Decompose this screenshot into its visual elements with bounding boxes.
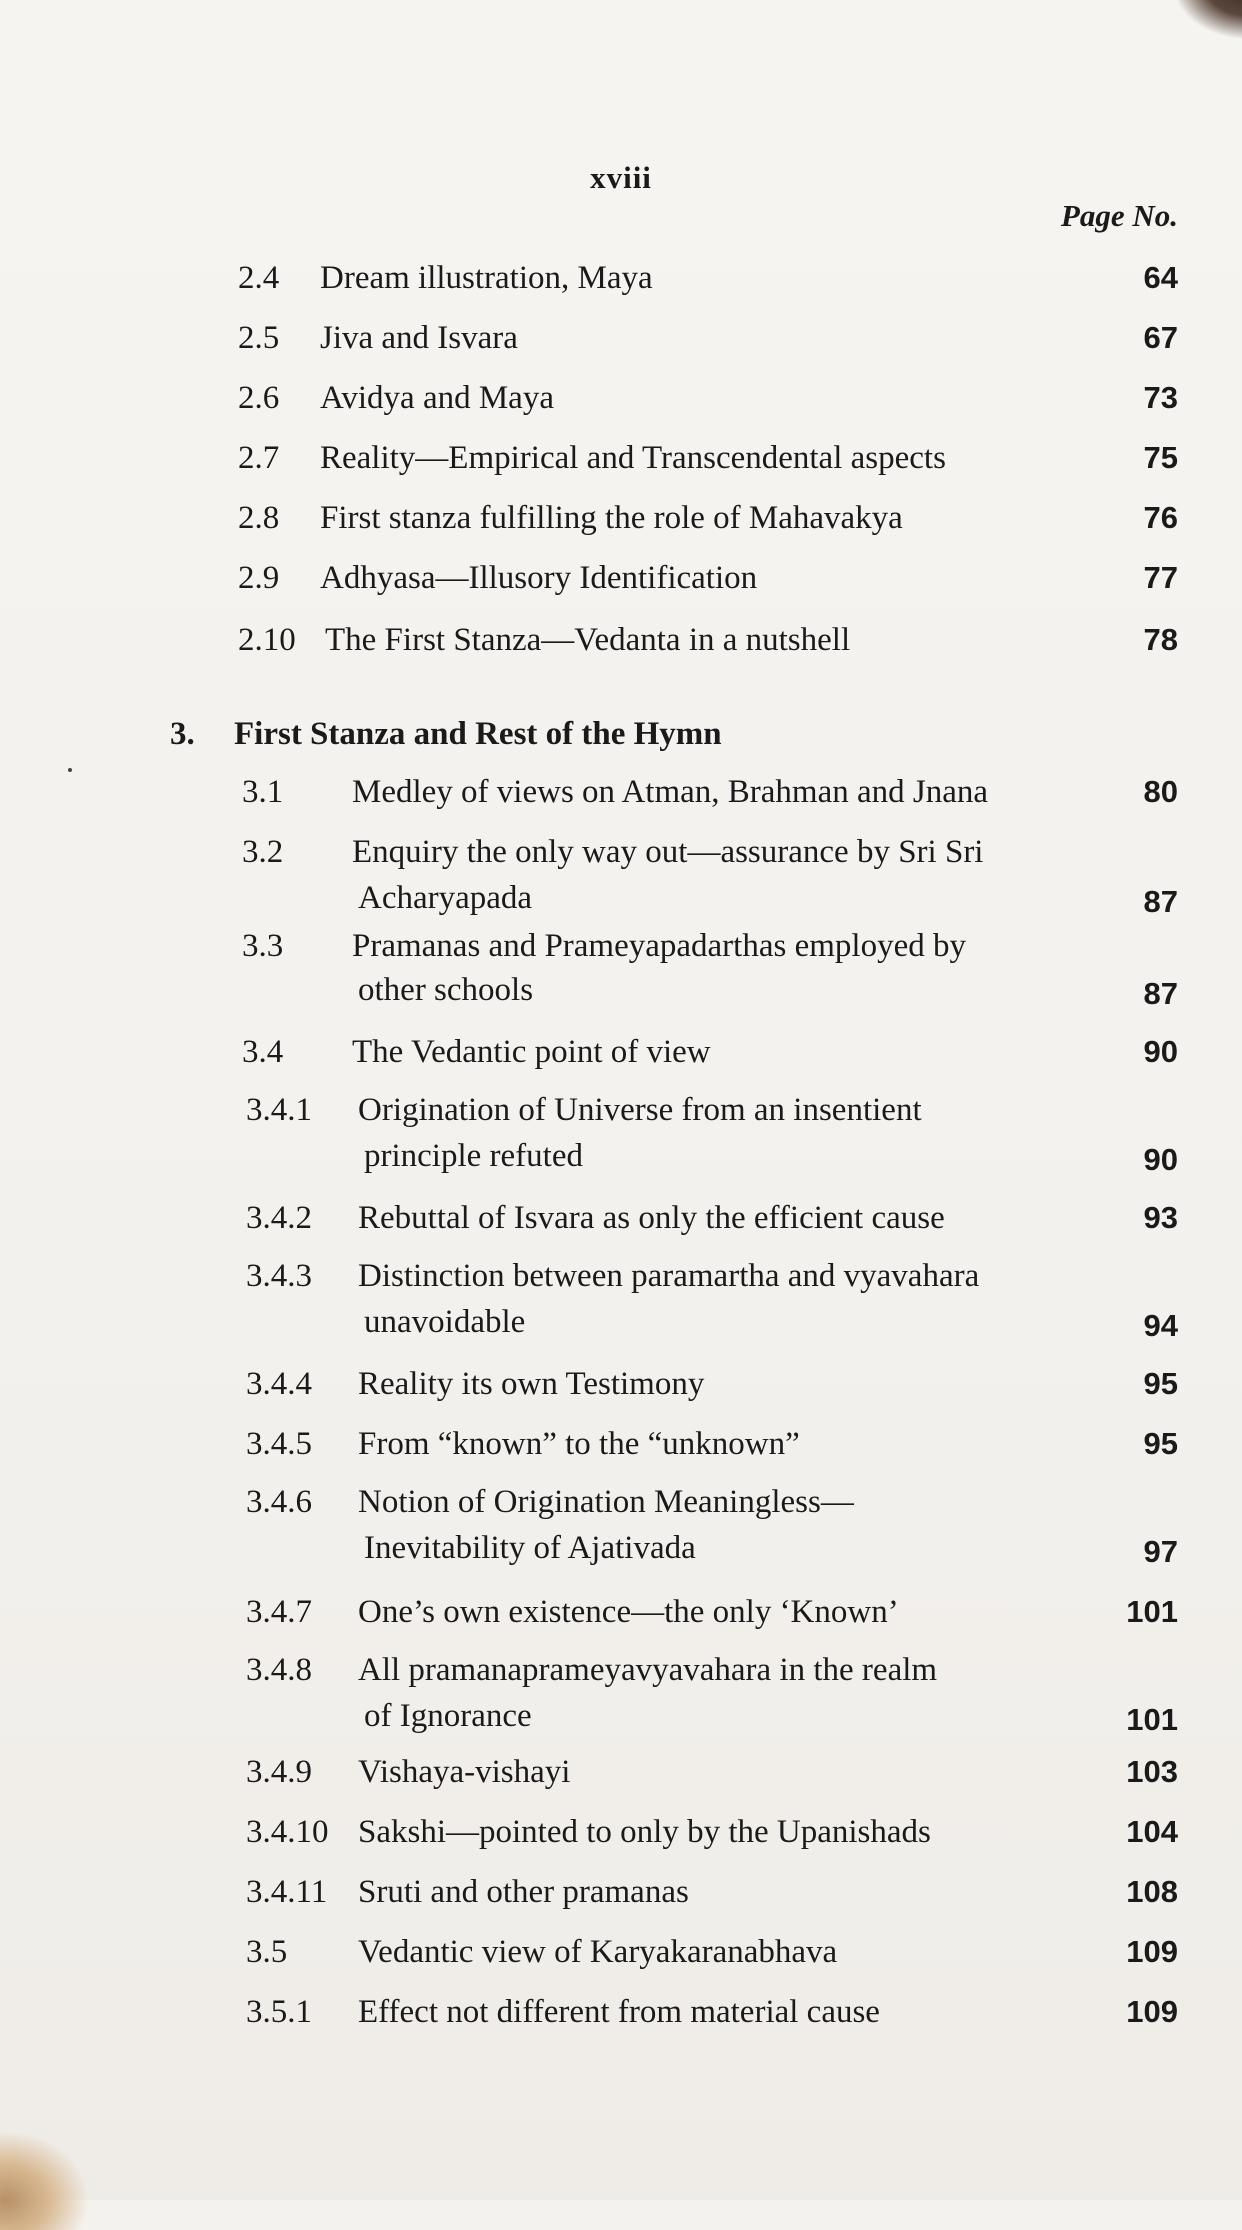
entry-title: Vedantic view of Karyakaranabhava: [358, 1934, 838, 1970]
entry-page-number: 95: [1143, 1426, 1178, 1461]
toc-entry: [0, 1196, 1242, 1240]
entry-page-number: 67: [1143, 320, 1178, 355]
entry-title: Avidya and Maya: [320, 380, 554, 416]
entry-page-number: 101: [1126, 1594, 1178, 1629]
entry-number: 3.4.11: [246, 1874, 328, 1910]
entry-number: 3.4.6: [246, 1484, 312, 1520]
entry-page-number: 108: [1126, 1874, 1178, 1909]
entry-title-continued: other schools: [358, 972, 534, 1008]
toc-entry: [0, 1930, 1242, 1974]
toc-entry: [0, 436, 1242, 480]
toc-entry: [0, 1422, 1242, 1466]
entry-page-number: 87: [1143, 884, 1178, 919]
toc-entry: [0, 496, 1242, 540]
entry-page-number: 73: [1143, 380, 1178, 415]
entry-title-continued: Inevitability of Ajativada: [364, 1530, 696, 1566]
entry-page-number: 90: [1143, 1034, 1178, 1069]
entry-page-number: 77: [1143, 560, 1178, 595]
entry-page-number: 94: [1143, 1308, 1178, 1343]
entry-title: Effect not different from material cause: [358, 1994, 880, 2030]
entry-title: One’s own existence—the only ‘Known’: [358, 1594, 899, 1630]
entry-title: First stanza fulfilling the role of Mahavakya: [320, 500, 903, 536]
toc-entry: [0, 1480, 1242, 1569]
toc-entry: [0, 618, 1242, 662]
entry-title: All pramanaprameyavyavahara in the realm: [358, 1652, 938, 1688]
toc-entry: [0, 1648, 1242, 1737]
entry-title: The First Stanza—Vedanta in a nutshell: [325, 622, 851, 658]
entry-title: Pramanas and Prameyapadarthas employed by: [352, 928, 966, 964]
entry-number: 3.4.5: [246, 1426, 312, 1462]
entry-number: 3.1: [242, 774, 284, 810]
toc-entry: [0, 1030, 1242, 1074]
entry-title: Adhyasa—Illusory Identification: [320, 560, 758, 596]
entry-title: Sruti and other pramanas: [358, 1874, 689, 1910]
entry-title: Rebuttal of Isvara as only the efficient cause: [358, 1200, 945, 1236]
entry-page-number: 109: [1126, 1934, 1178, 1969]
entry-number: 2.7: [238, 440, 280, 476]
entry-title: Distinction between paramartha and vyavahara: [358, 1258, 980, 1294]
toc-entry: [0, 1750, 1242, 1794]
page-corner-shadow: [1172, 0, 1242, 40]
entry-title: The Vedantic point of view: [352, 1034, 711, 1070]
toc-entry: [0, 1870, 1242, 1914]
entry-title-continued: principle refuted: [364, 1138, 583, 1174]
entry-number: 2.9: [238, 560, 280, 596]
toc-entry: [0, 316, 1242, 360]
entry-page-number: 104: [1126, 1814, 1178, 1849]
entry-title: Vishaya-vishayi: [358, 1754, 571, 1790]
entry-title: Reality its own Testimony: [358, 1366, 705, 1402]
toc-entry: [0, 1088, 1242, 1177]
entry-page-number: 78: [1143, 622, 1178, 657]
entry-page-number: 101: [1126, 1702, 1178, 1737]
entry-title: Enquiry the only way out—assurance by Sri Sri: [352, 834, 984, 870]
entry-title: From “known” to the “unknown”: [358, 1426, 800, 1462]
entry-title-continued: of Ignorance: [364, 1698, 532, 1734]
toc-entry: [0, 1810, 1242, 1854]
entry-title: Origination of Universe from an insentient: [358, 1092, 922, 1128]
entry-number: 3.4.2: [246, 1200, 312, 1236]
thumb-shadow: [0, 2130, 90, 2230]
entry-number: 3.2: [242, 834, 284, 870]
entry-number: 3.4.8: [246, 1652, 312, 1688]
toc-entry: [0, 1362, 1242, 1406]
toc-entry: [0, 1990, 1242, 2034]
entry-number: 3.5: [246, 1934, 288, 1970]
entry-number: 3.4.7: [246, 1594, 312, 1630]
toc-entry: [0, 376, 1242, 420]
entry-page-number: 109: [1126, 1994, 1178, 2029]
chapter-title: First Stanza and Rest of the Hymn: [234, 716, 722, 752]
entry-number: 2.4: [238, 260, 280, 296]
entry-page-number: 76: [1143, 500, 1178, 535]
entry-page-number: 80: [1143, 774, 1178, 809]
entry-page-number: 93: [1143, 1200, 1178, 1235]
entry-number: 3.4.1: [246, 1092, 312, 1128]
entry-number: 2.6: [238, 380, 280, 416]
entry-title: Reality—Empirical and Transcendental aspects: [320, 440, 946, 476]
roman-page-number: xviii: [590, 160, 652, 195]
entry-page-number: 87: [1143, 976, 1178, 1011]
entry-title: Jiva and Isvara: [320, 320, 518, 356]
entry-number: 2.5: [238, 320, 280, 356]
entry-page-number: 97: [1143, 1534, 1178, 1569]
entry-number: 2.10: [238, 622, 296, 658]
entry-title: Medley of views on Atman, Brahman and Jnana: [352, 774, 989, 810]
entry-number: 3.4: [242, 1034, 284, 1070]
entry-title-continued: unavoidable: [364, 1304, 526, 1340]
page-no-column-label: Page No.: [1060, 198, 1178, 233]
entry-title-continued: Acharyapada: [358, 880, 533, 916]
entry-title: Dream illustration, Maya: [320, 260, 653, 296]
toc-entry: [0, 256, 1242, 300]
toc-entry: [0, 924, 1242, 1011]
entry-page-number: 90: [1143, 1142, 1178, 1177]
toc-entry: [0, 1254, 1242, 1343]
entry-page-number: 95: [1143, 1366, 1178, 1401]
entry-title: Sakshi—pointed to only by the Upanishads: [358, 1814, 931, 1850]
entry-page-number: 64: [1143, 260, 1178, 295]
entry-page-number: 103: [1126, 1754, 1178, 1789]
entry-title: Notion of Origination Meaningless—: [358, 1484, 854, 1520]
entry-number: 2.8: [238, 500, 280, 536]
toc-entry: [0, 1590, 1242, 1634]
entry-number: 3.4.3: [246, 1258, 312, 1294]
entry-number: 3.5.1: [246, 1994, 312, 2030]
entry-page-number: 75: [1143, 440, 1178, 475]
toc-entry: [0, 770, 1242, 814]
entry-number: 3.4.9: [246, 1754, 312, 1790]
toc-entry: [0, 830, 1242, 919]
toc-entry: [0, 556, 1242, 600]
chapter-number: 3.: [170, 716, 195, 752]
entry-number: 3.4.10: [246, 1814, 329, 1850]
entry-number: 3.3: [242, 928, 284, 964]
chapter-3-heading: [170, 712, 722, 756]
entry-number: 3.4.4: [246, 1366, 312, 1402]
